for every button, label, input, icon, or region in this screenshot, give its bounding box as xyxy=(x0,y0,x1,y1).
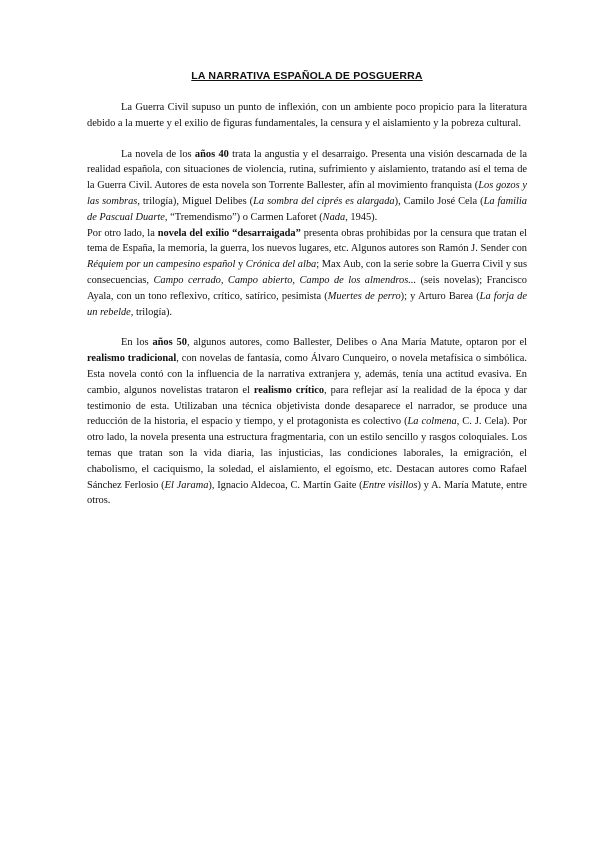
bold-term: realismo crítico xyxy=(253,384,325,396)
paragraph-exilio xyxy=(87,226,527,321)
text-run: , con novelas de fantasía, como Álvaro Cunqueiro, o novela metafísica o simbólica. Esta novela contó con la influencia de la narrativa extranjera y, además, tenía una actitud evasiva. En cambio, algunos novelistas trataron el xyxy=(87,353,527,396)
text-run: ), Ignacio Aldecoa, C. Martín Gaite ( xyxy=(208,479,363,491)
text-run: presenta obras prohibidas por la censura que tratan el tema de España, la memoria, la guerra, los nuevos lugares, etc. Algunos autores son Ramón J. Sender con xyxy=(87,227,527,255)
text-run: (seis novelas); Francisco Ayala, con un tono reflexivo, crítico, satírico, pesimista ( xyxy=(87,274,527,302)
document-page xyxy=(87,70,527,509)
bold-term: realismo tradicional xyxy=(87,353,177,365)
document-title: LA NARRATIVA ESPAÑOLA DE POSGUERRA xyxy=(191,70,423,82)
work-title: Crónica del alba xyxy=(245,259,317,271)
work-title: Nada xyxy=(322,211,346,223)
work-title: Réquiem por un campesino español xyxy=(87,259,236,271)
paragraph-gap xyxy=(87,132,527,147)
work-title: La sombra del ciprés es alargada xyxy=(253,195,395,207)
text-run: ); y Arturo Barea ( xyxy=(400,290,480,302)
text-run: , 1945). xyxy=(345,211,378,223)
work-title: La familia de Pascual Duarte xyxy=(87,195,527,223)
text-run: trata la angustia y el desarraigo. Presenta una visión descarnada de la realidad española, con situaciones de violencia, rutina, sufrimiento y aislamiento, tratando así el tema de la Guerra Civil. Autores de esta novela son Torrente Ballester, afín al movimiento franquista ( xyxy=(87,148,527,192)
text-run: , trilogía). xyxy=(130,306,173,318)
paragraph-anos-40 xyxy=(87,147,527,226)
work-title: La forja de un rebelde xyxy=(87,290,527,318)
paragraph-gap xyxy=(87,320,527,335)
text-run: La novela de los xyxy=(121,148,195,160)
text-run: y xyxy=(235,259,246,271)
text-run: ), Camilo José Cela ( xyxy=(394,195,484,207)
work-title: El Jarama xyxy=(164,479,209,491)
work-title: Campo cerrado, Campo abierto, Campo de los almendros... xyxy=(153,274,417,286)
intro-paragraph: La Guerra Civil supuso un punto de inflexión, con un ambiente poco propicio para la literatura debido a la muerte y el exilio de figuras fundamentales, la censura y el aislamiento y la pobreza cultural. xyxy=(87,102,527,129)
text-run: , para reflejar así la realidad de la época y dar testimonio de esta. Utilizaban una técnica objetivista donde desaparece el narrador, se produce una reducción de la historia, el espacio y tiempo, y el protagonista es colectivo ( xyxy=(87,384,527,428)
text-run: , trilogía), Miguel Delibes ( xyxy=(137,195,254,207)
text-run: , “Tremendismo”) o Carmen Laforet ( xyxy=(164,211,323,223)
work-title: Entre visillos xyxy=(362,479,418,491)
work-title: Muertes de perro xyxy=(327,290,401,302)
bold-term: años 50 xyxy=(152,337,187,349)
work-title: La colmena xyxy=(407,416,457,428)
bold-term: novela del exilio “desarraigada” xyxy=(157,227,301,239)
paragraph-anos-50 xyxy=(87,335,527,509)
bold-term: años 40 xyxy=(194,148,229,160)
text-run: En los xyxy=(121,337,153,349)
text-run: , algunos autores, como Ballester, Delibes o Ana María Matute, optaron por el xyxy=(186,337,527,349)
text-run: ; Max Aub, con la serie sobre la Guerra Civil y sus consecuencias, xyxy=(87,259,528,286)
text-run: , C. J. Cela). Por otro lado, la novela presenta una estructura fragmentaria, con un estilo sencillo y rasgos coloquiales. Los temas que tratan son la vida diaria, las injusticias, las condiciones laborales, la emigración, el chabolismo, el caciquismo, la soledad, el aislamiento, el egoísmo, etc. Destacan autores como Rafael Sánchez Ferlosio ( xyxy=(87,416,527,491)
work-title: Los gozos y las sombras xyxy=(87,180,528,207)
text-run: Por otro lado, la xyxy=(87,227,158,239)
text-run: ) y A. María Matute, entre otros. xyxy=(87,479,528,507)
